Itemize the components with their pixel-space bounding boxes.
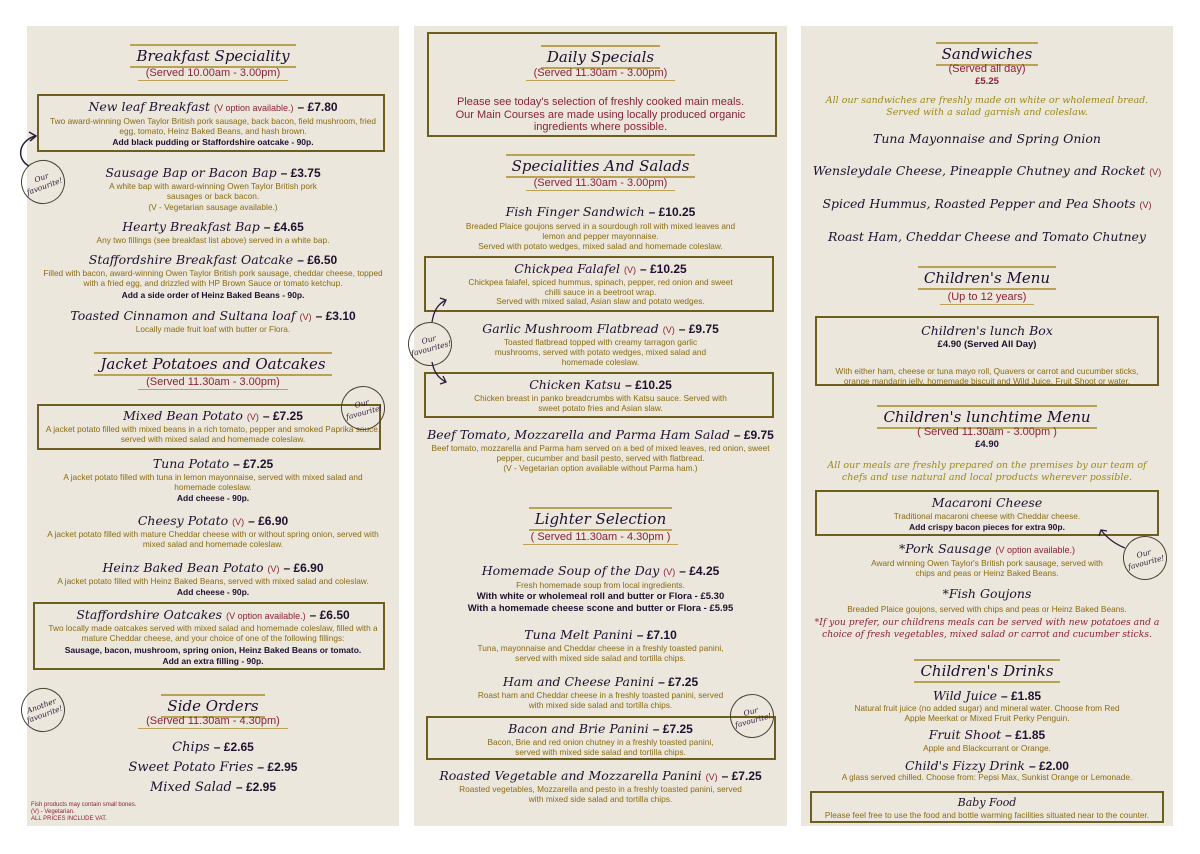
fish-goujons-desc: Breaded Plaice goujons, served with chips and peas or Heinz Baked Beans.: [847, 604, 1127, 614]
favourite-badge-jacket: Our favourite!: [336, 381, 390, 435]
falafel-desc: Chickpea falafel, spiced hummus, spinach, pepper, red onion and sweet chilli sauce in a beetroot wrap.: [468, 277, 733, 298]
breakfast-served: (Served 10.00am - 3.00pm): [27, 67, 399, 79]
wild-juice-desc: Natural fruit juice (no added sugar) and mineral water. Choose from Red Apple Meerkat or Mixed Fruit Perky Penguin.: [854, 703, 1120, 724]
footnote-vat: ALL PRICES INCLUDE VAT.: [31, 816, 107, 822]
baby-food-desc: Please feel free to use the food and bottle warming facilities situated near to the counter.: [824, 810, 1150, 820]
children-panel: [801, 26, 1173, 826]
beef-tomato-item: Beef Tomato, Mozzarella and Parma Ham Salad – £9.75: [427, 427, 774, 442]
sandwich-hummus: Spiced Hummus, Roasted Pepper and Pea Shoots (V): [822, 196, 1152, 211]
sausage-bap-note: (V - Vegetarian sausage available.): [148, 202, 278, 212]
another-favourite-badge: Another favourite!: [15, 682, 71, 738]
staffs-oatcake-desc: Two locally made oatcakes served with mixed salad and homemade coleslaw, filled with a mature Cheddar cheese, and your choice of one of the following fillings:: [48, 623, 378, 644]
mixed-bean-desc: A jacket potato filled with mixed beans in a rich tomato, pepper and smoked Paprika sauce, served with mixed salad and homemade coleslaw.: [45, 424, 381, 445]
hearty-bap-desc: Any two fillings (see breakfast list above) served in a white bap.: [96, 235, 330, 245]
tuna-potato-item: Tuna Potato – £7.25: [152, 456, 274, 471]
fish-goujons-item: *Fish Goujons: [942, 586, 1032, 601]
fruit-shoot-item: Fruit Shoot – £1.85: [928, 727, 1046, 742]
lunchtime-menu-title: Children's lunchtime Menu: [801, 405, 1173, 429]
cinnamon-item: Toasted Cinnamon and Sultana loaf (V) – £3.10: [70, 308, 356, 323]
chicken-katsu-desc: Chicken breast in panko breadcrumbs with Katsu sauce. Served with sweet potato fries and Asian slaw.: [474, 393, 727, 414]
cinnamon-desc: Locally made fruit loaf with butter or Flora.: [135, 324, 291, 334]
hearty-bap-item: Hearty Breakfast Bap – £4.65: [122, 219, 304, 234]
lunchtime-price: £4.90: [975, 439, 999, 450]
specialities-title: Specialities And Salads: [414, 154, 787, 178]
staffs-oatcake-item: Staffordshire Oatcakes (V option available.) – £6.50: [76, 607, 350, 622]
ham-cheese-item: Ham and Cheese Panini – £7.25: [502, 674, 699, 689]
bacon-brie-item: Bacon and Brie Panini – £7.25: [508, 721, 693, 736]
tuna-melt-desc: Tuna, mayonnaise and Cheddar cheese in a freshly toasted panini, served with mixed side salad and tortilla chips.: [477, 643, 724, 664]
favourite-badge: Our favourite!: [15, 154, 71, 210]
childrens-menu-title: Children's Menu: [801, 266, 1173, 290]
sandwich-roast-ham: Roast Ham, Cheddar Cheese and Tomato Chutney: [828, 229, 1146, 244]
lunchtime-served: ( Served 11.30am - 3.00pm ): [917, 426, 1057, 438]
double-arrow-icon: [428, 296, 448, 386]
cheesy-potato-item: Cheesy Potato (V) – £6.90: [137, 513, 289, 528]
macaroni-extra: Add crispy bacon pieces for extra 90p.: [909, 522, 1065, 532]
chicken-katsu-item: Chicken Katsu – £10.25: [529, 377, 672, 392]
baby-food-title: Baby Food: [957, 796, 1017, 809]
curved-arrow-icon: [1097, 526, 1127, 550]
sandwich-tuna: Tuna Mayonnaise and Spring Onion: [873, 131, 1101, 146]
footnote-bones: Fish products may contain small bones.: [31, 802, 137, 808]
tuna-melt-item: Tuna Melt Panini – £7.10: [524, 627, 677, 642]
side-sweet-potato-fries: Sweet Potato Fries – £2.95: [128, 760, 298, 775]
jacket-title: Jacket Potatoes and Oatcakes: [27, 352, 399, 376]
heinz-potato-item: Heinz Baked Bean Potato (V) – £6.90: [102, 560, 324, 575]
roasted-veg-item: Roasted Vegetable and Mozzarella Panini (V) – £7.25: [439, 768, 762, 783]
staffs-oatcake-extra1: Sausage, bacon, mushroom, spring onion, Heinz Baked Beans or tomato.: [64, 645, 362, 655]
fizzy-drink-desc: A glass served chilled. Choose from: Pepsi Max, Sunkist Orange or Lemonade.: [841, 772, 1133, 782]
roasted-veg-desc: Roasted vegetables, Mozzarella and pesto in a freshly toasted panini, served with mixed side salad and tortilla chips.: [459, 784, 742, 805]
sides-served: (Served 11.30am - 4.30pm): [27, 715, 399, 727]
garlic-mushroom-desc: Toasted flatbread topped with creamy tarragon garlic mushrooms, served with potato wedges, mixed salad and homemade coleslaw.: [494, 337, 707, 368]
heinz-potato-desc: A jacket potato filled with Heinz Baked Beans, served with mixed salad and coleslaw.: [57, 576, 369, 586]
side-mixed-salad: Mixed Salad – £2.95: [149, 780, 277, 795]
specialities-served: (Served 11.30am - 3.00pm): [414, 177, 787, 189]
footnote-vegetarian: (V) - Vegetarian.: [31, 809, 75, 815]
new-leaf-item: New leaf Breakfast (V option available.) – £7.80: [88, 99, 338, 114]
beef-tomato-desc: Beef tomato, mozzarella and Parma ham served on a bed of mixed leaves, red onion, sweet pepper, cucumber and basil pesto, served with flatbread.: [431, 443, 770, 464]
favourite-badge-panini: Our favourite!: [725, 689, 779, 743]
sausage-bap-desc: A white bap with award-winning Owen Taylor British pork sausages or back bacon.: [109, 181, 317, 202]
sides-title: Side Orders: [27, 694, 399, 718]
side-chips: Chips – £2.65: [172, 740, 254, 755]
fizzy-drink-item: Child's Fizzy Drink – £2.00: [905, 758, 1069, 773]
curved-arrow-icon: [13, 130, 43, 170]
fruit-shoot-desc: Apple and Blackcurrant or Orange.: [923, 743, 1051, 753]
sandwich-wensleydale: Wensleydale Cheese, Pineapple Chutney and Rocket (V): [812, 163, 1162, 178]
breakfast-title: Breakfast Speciality: [27, 44, 399, 68]
favourite-badge-macaroni: Our favourite!: [1118, 531, 1172, 585]
falafel-item: Chickpea Falafel (V) – £10.25: [514, 261, 687, 276]
fish-finger-item: Fish Finger Sandwich – £10.25: [505, 204, 696, 219]
specials-panel: [410, 26, 787, 826]
breakfast-panel: [27, 26, 399, 826]
lunch-box-item: Children's lunch Box: [921, 323, 1053, 338]
sandwiches-served: (Served all day): [948, 63, 1026, 75]
new-leaf-extra: Add black pudding or Staffordshire oatcake - 90p.: [112, 137, 314, 147]
lunch-box-sub: £4.90 (Served All Day): [937, 339, 1037, 350]
childrens-menu-served: (Up to 12 years): [801, 291, 1173, 303]
oatcake-desc: Filled with bacon, award-winning Owen Taylor British pork sausage, cheddar cheese, topped with a fried egg, and drizzled with HP Brown Sauce or tomato ketchup.: [43, 268, 383, 289]
daily-text: Please see today's selection of freshly cooked main meals. Our Main Courses are made using locally produced organic ingredients where possible.: [455, 96, 746, 133]
lighter-served: ( Served 11.30am - 4.30pm ): [414, 531, 787, 543]
pork-sausage-desc: Award winning Owen Taylor's British pork sausage, served with chips and peas or Heinz Baked Beans.: [871, 558, 1103, 579]
daily-served: (Served 11.30am - 3.00pm): [414, 67, 787, 79]
tuna-potato-extra: Add cheese - 90p.: [176, 493, 250, 503]
falafel-desc2: Served with mixed salad, Asian slaw and potato wedges.: [496, 296, 705, 306]
daily-title: Daily Specials: [414, 45, 787, 69]
oatcake-item: Staffordshire Breakfast Oatcake – £6.50: [88, 252, 338, 267]
sausage-bap-item: Sausage Bap or Bacon Bap – £3.75: [105, 165, 321, 180]
oatcake-extra: Add a side order of Heinz Baked Beans - 90p.: [121, 290, 305, 300]
macaroni-desc: Traditional macaroni cheese with Cheddar cheese.: [893, 511, 1081, 521]
childrens-meals-note: *If you prefer, our childrens meals can be served with new potatoes and a choice of fresh vegetables, mixed salad or carrot and cucumber sticks.: [814, 617, 1160, 640]
fish-finger-desc2: Served with potato wedges, mixed salad and homemade coleslaw.: [478, 241, 723, 251]
ham-cheese-desc: Roast ham and Cheddar cheese in a freshly toasted panini, served with mixed side salad and tortilla chips.: [477, 690, 724, 711]
macaroni-item: Macaroni Cheese: [931, 495, 1043, 510]
mixed-bean-item: Mixed Bean Potato (V) – £7.25: [123, 408, 303, 423]
sandwiches-price: £5.25: [975, 76, 999, 87]
wild-juice-item: Wild Juice – £1.85: [932, 688, 1042, 703]
soup-extra2: With a homemade cheese scone and butter or Flora - £5.95: [467, 603, 734, 614]
sandwiches-title: Sandwiches: [801, 42, 1173, 66]
garlic-mushroom-item: Garlic Mushroom Flatbread (V) – £9.75: [482, 321, 719, 336]
favourites-badge: Our favourites!: [403, 317, 457, 371]
beef-tomato-note: (V - Vegetarian option available without Parma ham.): [503, 463, 698, 473]
pork-sausage-item: *Pork Sausage (V option available.): [898, 541, 1076, 556]
soup-item: Homemade Soup of the Day (V) – £4.25: [481, 563, 720, 578]
sandwiches-note: All our sandwiches are freshly made on white or wholemeal bread. Served with a salad garnish and coleslaw.: [825, 95, 1149, 118]
jacket-served: (Served 11.30am - 3.00pm): [27, 376, 399, 388]
soup-desc: Fresh homemade soup from local ingredients.: [516, 580, 685, 590]
lunchtime-note: All our meals are freshly prepared on the premises by our team of chefs and use natural and local products wherever possible.: [827, 460, 1147, 483]
staffs-oatcake-extra2: Add an extra filling - 90p.: [162, 656, 264, 666]
new-leaf-desc: Two award-winning Owen Taylor British pork sausage, back bacon, field mushroom, fried egg, tomato, Heinz Baked Beans, and hash brown.: [50, 116, 376, 137]
lunch-box-desc: With either ham, cheese or tuna mayo roll, Quavers or carrot and cucumber sticks, orange mandarin jelly, homemade biscuit and Wild Juice, Fruit Shoot or water.: [835, 366, 1139, 387]
tuna-potato-desc: A jacket potato filled with tuna in lemon mayonnaise, served with mixed salad and homemade coleslaw.: [63, 472, 363, 493]
childrens-drinks-title: Children's Drinks: [801, 659, 1173, 683]
soup-extra1: With white or wholemeal roll and butter or Flora - £5.30: [476, 591, 725, 602]
lighter-title: Lighter Selection: [414, 507, 787, 531]
bacon-brie-desc: Bacon, Brie and red onion chutney in a freshly toasted panini, served with mixed side salad and tortilla chips.: [487, 737, 714, 758]
heinz-potato-extra: Add cheese - 90p.: [176, 587, 250, 597]
cheesy-potato-desc: A jacket potato filled with mature Cheddar cheese with or without spring onion, served with mixed salad and homemade coleslaw.: [47, 529, 379, 550]
fish-finger-desc: Breaded Plaice goujons served in a sourdough roll with mixed leaves and lemon and pepper mayonnaise.: [465, 221, 736, 242]
